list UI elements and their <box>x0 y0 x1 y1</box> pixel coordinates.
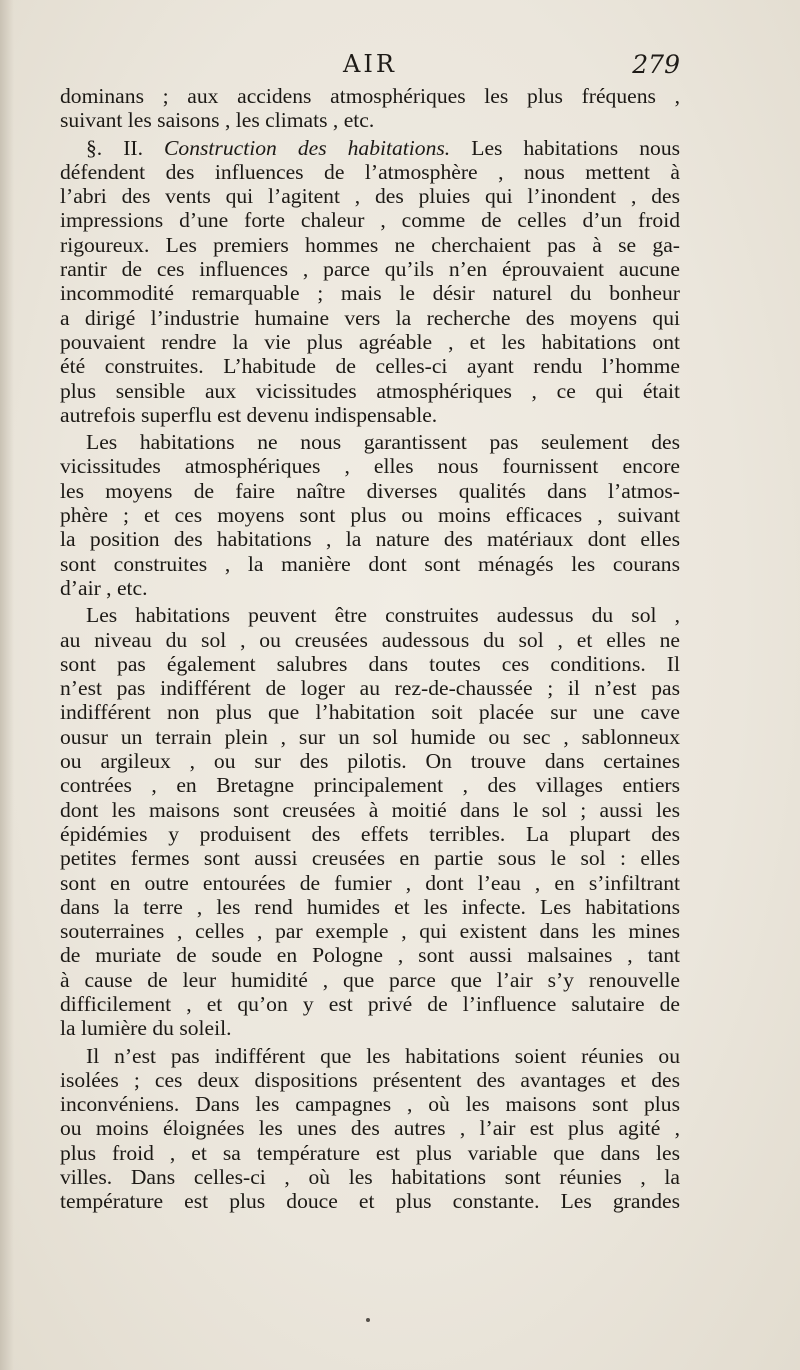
text-line: inconvéniens. Dans les campagnes , où les maisons sont plus <box>60 1092 680 1117</box>
text-line: au niveau du sol , ou creusées audessous du sol , et elles ne <box>60 627 680 652</box>
section-number: §. II. <box>86 135 143 160</box>
text-line: sont pas également salubres dans toutes ces conditions. Il <box>60 651 680 676</box>
text-line: villes. Dans celles-ci , où les habitations sont réunies , la <box>60 1165 680 1190</box>
text-line: d’air , etc. <box>60 575 148 600</box>
text-line: indifférent non plus que l’habitation soit placée sur une cave <box>60 700 680 725</box>
text-line: ou moins éloignées les unes des autres , l’air est plus agité , <box>60 1116 680 1141</box>
binding-gutter-shadow <box>0 0 14 1370</box>
text-line: les moyens de faire naître diverses qualités dans l’atmos- <box>60 478 680 503</box>
text-line: vicissitudes atmosphériques , elles nous fournissent encore <box>60 454 680 479</box>
text-line: défendent des influences de l’atmosphère , nous mettent à <box>60 159 680 184</box>
text-line: Les habitations peuvent être construites audessus du sol , <box>86 603 680 628</box>
text-line: plus sensible aux vicissitudes atmosphériques , ce qui était <box>60 378 680 403</box>
text-line: de muriate de soude en Pologne , sont aussi malsaines , tant <box>60 943 680 968</box>
text-line: contrées , en Bretagne principalement , des villages entiers <box>60 773 680 798</box>
text-line: impressions d’une forte chaleur , comme de celles d’un froid <box>60 208 680 233</box>
text-fragment: Les habitations nous <box>471 135 680 160</box>
text-line: la position des habitations , la nature des matériaux dont elles <box>60 527 680 552</box>
text-line: Les habitations ne nous garantissent pas seulement des <box>86 430 680 455</box>
text-line: isolées ; ces deux dispositions présentent des avantages et des <box>60 1067 680 1092</box>
text-line: dans la terre , les rend humides et les infecte. Les habitations <box>60 894 680 919</box>
text-line: rantir de ces influences , parce qu’ils n’en éprouvaient aucune <box>60 257 680 282</box>
text-line: autrefois superflu est devenu indispensable. <box>60 402 438 427</box>
page-number: 279 <box>632 50 680 79</box>
text-line: n’est pas indifférent de loger au rez-de-chaussée ; il n’est pas <box>60 676 680 701</box>
paragraph <box>60 603 680 1040</box>
text-line: température est plus douce et plus constante. Les grandes <box>60 1189 680 1214</box>
ink-speck <box>366 1318 370 1322</box>
text-line: été construites. L’habitude de celles-ci ayant rendu l’homme <box>60 354 680 379</box>
text-line: l’abri des vents qui l’agitent , des pluies qui l’inondent , des <box>60 184 680 209</box>
section-title: Construction des habitations. <box>164 135 451 160</box>
paragraph <box>60 1044 680 1214</box>
text-line: pouvaient rendre la vie plus agréable , et les habitations ont <box>60 329 680 354</box>
text-line: rigoureux. Les premiers hommes ne cherchaient pas à se ga- <box>60 232 680 257</box>
text-line: la lumière du soleil. <box>60 1016 232 1041</box>
text-line: souterraines , celles , par exemple , qui existent dans les mines <box>60 919 680 944</box>
text-line: ousur un terrain plein , sur un sol humide ou sec , sablonneux <box>60 724 680 749</box>
text-line: petites fermes sont aussi creusées en partie sous le sol : elles <box>60 846 680 871</box>
section-heading-line <box>60 136 680 160</box>
text-line: suivant les saisons , les climats , etc. <box>60 108 375 133</box>
running-head-title: AIR <box>343 50 397 78</box>
text-line: Il n’est pas indifférent que les habitations soient réunies ou <box>86 1043 680 1068</box>
text-line: sont construites , la manière dont sont ménagés les courans <box>60 551 680 576</box>
text-line: a dirigé l’industrie humaine vers la recherche des moyens qui <box>60 305 680 330</box>
text-line: épidémies y produisent des effets terribles. La plupart des <box>60 821 680 846</box>
text-line: ou argileux , ou sur des pilotis. On trouve dans certaines <box>60 749 680 774</box>
paragraph <box>60 84 680 133</box>
running-head <box>60 50 680 84</box>
text-line: difficilement , et qu’on y est privé de l’influence salutaire de <box>60 991 680 1016</box>
text-line: dont les maisons sont creusées à moitié dans le sol ; aussi les <box>60 797 680 822</box>
paragraph <box>60 430 680 600</box>
text-line: sont en outre entourées de fumier , dont l’eau , en s’infiltrant <box>60 870 680 895</box>
text-line: à cause de leur humidité , que parce que l’air s’y renouvelle <box>60 967 680 992</box>
body-text <box>60 84 680 1214</box>
text-line: phère ; et ces moyens sont plus ou moins efficaces , suivant <box>60 503 680 528</box>
text-line: incommodité remarquable ; mais le désir naturel du bonheur <box>60 281 680 306</box>
text-line: plus froid , et sa température est plus variable que dans les <box>60 1140 680 1165</box>
text-line: dominans ; aux accidens atmosphériques les plus fréquens , <box>60 84 680 108</box>
paragraph <box>60 136 680 428</box>
